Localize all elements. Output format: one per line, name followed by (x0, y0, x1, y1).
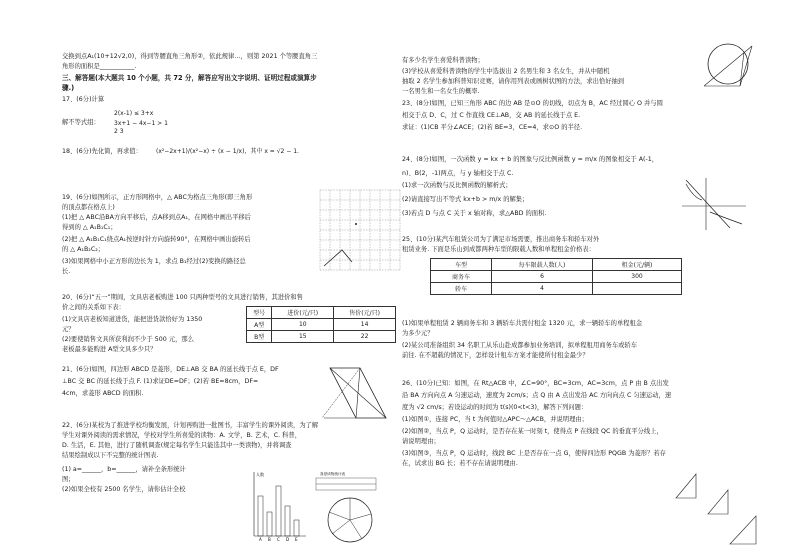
table-cell: 型号 (247, 307, 272, 319)
q21-line2: ⊥BC 交 BC 的延长线于点 F. (1)求证DE=DF；(2)若 BE=8cm，DF= (62, 378, 259, 385)
table-cell: 300 (593, 271, 682, 283)
q22-line3: D. 生活，E. 其他，进行了随机调查(规定每名学生只能选其中一类读物)，并将调查 (62, 442, 292, 449)
q24-line5: (3)若点 D 与点 C 关于 x 轴对称，求△ABD 的面积. (402, 210, 547, 217)
q21-line1: 21、(6分)如图，四边形 ABCD 是菱形，DE⊥AB 交 BA 的延长线于点 E，DF (62, 366, 279, 373)
tick-label-A: A (259, 537, 262, 542)
q19-line8: 长. (62, 268, 71, 275)
q24-line2: n)、B(2，-1)两点，与 y 轴相交于点 C. (402, 170, 514, 177)
q22-line2: 学生对课外阅读的需求情况，学校对学生所喜爱的读物：A. 文学，B. 艺术，C. 科普， (62, 432, 302, 439)
linear-function-line (686, 180, 730, 228)
q24-line3: (1)求一次函数与反比例函数的解析式； (402, 182, 512, 189)
point-a1 (355, 223, 357, 225)
q22-line4: 结果绘制成以下不完整的统计图表. (62, 452, 159, 459)
q20-table (246, 306, 396, 343)
q25-line1: 25、(10分)某汽车租赁公司为了满足市场需要，推出商务车和轿车对外 (402, 236, 600, 243)
stat-table-title: 喜爱读物统计表 (320, 472, 346, 476)
q24-line4: (2)请直接写出不等式 kx+b > m/x 的解集； (402, 196, 529, 203)
q25-table (430, 258, 682, 295)
q26-triangle-figures (672, 470, 762, 548)
q23-line1: 23、(8分)如图，已知三角形 ABC 的边 AB 是⊙O 的切线，切点为 B，AC 经过圆心 O 并与圆 (402, 100, 663, 107)
table-cell: 22 (334, 331, 396, 343)
table-cell: 4 (492, 283, 593, 295)
q23-line2: 相交于点 D、C，过 C 作直线 CE⊥AB，交 AB 的延长线于点 E. (402, 112, 581, 119)
table-cell: 租金(元/辆) (593, 259, 682, 271)
table-row (247, 319, 396, 331)
hyperbola-upper (686, 184, 702, 200)
bar-B (267, 512, 272, 536)
table-cell: A型 (247, 319, 272, 331)
q21-line3: 4cm，求菱形 ABCD 的面积. (62, 390, 144, 397)
q25-line3: (1)如果单程租赁 2 辆商务车和 3 辆轿车共需付租金 1320 元，求一辆轿车的单程租金 (402, 320, 643, 327)
q24-line1: 24、(8分)如图，一次函数 y = kx + b 的图象与反比例函数 y = m/x 的图象相交于 A(-1， (402, 156, 659, 163)
bar-E (294, 520, 299, 536)
table-cell (593, 283, 682, 295)
table-row (431, 283, 682, 295)
q19-line1: 19、(6分)如图所示，正方形网格中，△ ABC为格点三角形(即三角形 (62, 194, 253, 201)
q22-table-pie (312, 470, 398, 548)
triangle-figure-2 (708, 490, 728, 514)
table-cell: 14 (334, 319, 396, 331)
q22-cont-line4: 一名男生和一名女生的概率. (402, 88, 480, 95)
q17-label: 解不等式组： (62, 119, 100, 126)
table-cell: 售价(元/只) (334, 307, 396, 319)
q25-line5: (2)某公司准备组织 34 名职工从乐山赴成都参加业务培训，拟单程租用商务车或轿车 (402, 342, 638, 349)
q20-line3: (1)文具店老板知道进货，能把进货款恰好为 1350 (62, 316, 203, 323)
q26-line7: (3)如图③，当点 P，Q 运动时，线段 BC 上是否存在一点 G，使得四边形 PQGB 为菱形？若存 (402, 450, 666, 457)
table-row (247, 331, 396, 343)
table-cell: 轿车 (431, 283, 492, 295)
bar-C (276, 486, 281, 536)
q19-line2: 的顶点都在格点上) (62, 204, 115, 211)
y-axis-label: 人数 (256, 472, 264, 477)
q23-circle-figure (700, 38, 756, 94)
q26-line1: 26、(10分)已知：如图，在 Rt△ACB 中，∠C=90°，BC=3cm，AC=3cm，点 P 由 B 点出发 (402, 380, 669, 387)
q22-cont-line3: 抽取 2 名学生参加科普知识竞赛，请你用列表或画树状图的方法，求出恰好抽到 (402, 78, 625, 85)
q17-system-1: 2(x-1) ≤ 3+x (114, 110, 154, 117)
q22-line1: 22、(6分)某校为了推进学校均衡发展，计划再购进一批图书，丰富学生的课外阅读，为了解 (62, 422, 319, 429)
tick-label-B: B (268, 537, 271, 542)
table-cell: 10 (272, 319, 334, 331)
q26-line8: 在，试求出 BG 长；若不存在请说明理由. (402, 460, 518, 467)
table-cell: 每车限载人数(人) (492, 259, 593, 271)
q19-grid-figure (318, 188, 400, 272)
q20-line1: 20、(6分)“五一”期间，文具店老板购进 100 只两种型号的文具进行销售，其进价和售 (62, 294, 303, 301)
triangle-figure-3 (730, 516, 756, 544)
q21-rhombus-figure (316, 364, 396, 424)
q22-bar-chart (246, 470, 308, 542)
q26-line2: 沿 BA 方向向点 A 匀速运动，速度为 2cm/s；点 Q 由 A 点出发沿 AC 方向向点 C 匀速运动，速 (402, 392, 672, 399)
q16-line1: 交换到点A₁(10+12√2,0)，得到等腰直角三角形②，依此规律…，则第 2021 个等腰直角三 (62, 53, 318, 60)
q19-line7: (3)如果网格中小正方形的边长为 1，求点 B₁经过(2)变换的路径总 (62, 258, 246, 265)
q17-system-3: 2 3 (114, 128, 124, 135)
table-cell: B型 (247, 331, 272, 343)
q26-line3: 度为 √2 cm/s；若设运动的时间为 t(s)(0<t<3)，解答下列问题： (402, 404, 588, 411)
table-row (431, 271, 682, 283)
q25-line4: 为多少元？ (402, 330, 434, 337)
q20-line5: (2)要使销售文具所获利润不少于 500 元，那么 (62, 336, 194, 343)
q26-line5: (2)如图②，当点 P，Q 运动时，是否存在某一时刻 t，使得点 P 在线段 QC 的垂直平分线上， (402, 428, 663, 435)
q26-line4: (1)如图①，连接 PC，当 t 为何值时△APC～△ACB，并说明理由； (402, 416, 588, 423)
q19-line6: 的 △ A₁B₂C₂； (62, 246, 105, 253)
q22-cont-line2: (3)学校从喜爱科普读物的学生中选拔出 2 名男生和 3 名女生，并从中随机 (402, 68, 610, 75)
q22-line6: 图； (62, 476, 75, 483)
q17-system-2: 3x+1 − 4x−1 > 1 (114, 120, 168, 127)
table-cell: 商务车 (431, 271, 492, 283)
q18-title: 18、(6分)先化简，再求值： (62, 148, 142, 155)
table-row (431, 259, 682, 271)
triangle-figure-1 (676, 474, 696, 498)
q17-title: 17、(6分)计算 (62, 96, 105, 103)
q19-line4: 得到的 △ A₁B₁C₁； (62, 224, 117, 231)
q20-line4: 元？ (62, 326, 75, 333)
q20-line2: 价之间的关系如下表： (62, 304, 125, 311)
section3-heading: 三、解答题(本大题共 10 个小题，共 72 分，解答应写出文字说明、证明过程或演算步 (62, 74, 317, 82)
table-cell: 15 (272, 331, 334, 343)
triangle-abc (324, 250, 352, 266)
q24-function-graph (680, 176, 748, 232)
table-cell: 6 (492, 271, 593, 283)
tick-label-E: E (295, 537, 298, 542)
q18-expression: (x²−2x+1)/(x²−x) ÷ (x − 1/x)，其中 x = √2 − 1. (156, 148, 299, 155)
table-cell: 车型 (431, 259, 492, 271)
q26-line6: 请说明理由； (402, 438, 440, 445)
q25-line6: 前往. 在不超载的情况下，怎样设计租车方案才能使所付租金最少？ (402, 352, 589, 359)
bar-A (258, 496, 263, 536)
bar-D (285, 506, 290, 536)
q16-line2: 角形的面积是___________. (62, 63, 137, 70)
hyperbola-lower (710, 212, 742, 224)
section3-heading-2: 骤.) (62, 84, 75, 92)
q22-line7: (2)如果全校有 2500 名学生，请你估计全校 (62, 486, 186, 493)
q19-line5: (2)把 △ A₁B₁C₁绕点A₁按逆时针方向旋转90°，在网格中画出旋转后 (62, 236, 251, 243)
q22-line5: (1) a=______，b=______，请补全条形统计 (62, 466, 186, 473)
q25-line2: 租赁业务. 下面是乐山到成都两种车型的限载人数和单程租金价格表： (402, 246, 595, 253)
tick-label-D: D (286, 537, 290, 542)
q20-line6: 老板最多能购进 A型文具多少只？ (62, 346, 157, 353)
table-row (247, 307, 396, 319)
q19-line3: (1)把 △ ABC沿BA方向平移后，点A移到点A₁，在网格中画出平移后 (62, 214, 251, 221)
tick-label-C: C (277, 537, 280, 542)
q23-line3: 求证：(1)CB 平分∠ACE；(2)若 BE=3，CE=4，求⊙O 的半径. (402, 124, 583, 131)
table-cell: 进价(元/只) (272, 307, 334, 319)
q22-cont-line1: 有多少名学生喜爱科普读物； (402, 57, 484, 64)
